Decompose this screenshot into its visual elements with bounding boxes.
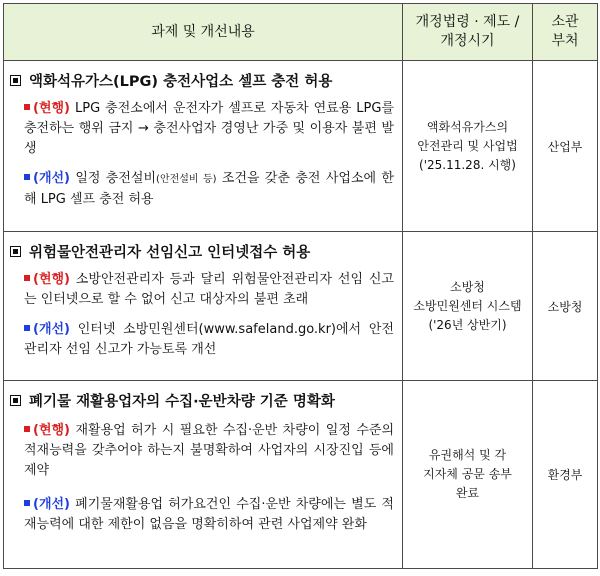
current-paragraph: (현행) 재활용업 허가 시 필요한 수집·운반 차량이 일정 수준의 적재능력을 갖추어야 하는지 불명확하여 사업자의 시장진입 등에 제약 (24, 423, 394, 478)
dept-cell: 환경부 (533, 381, 598, 569)
checkbox-square-icon (10, 75, 21, 86)
red-bullet-icon (24, 275, 30, 281)
task-cell (4, 232, 403, 381)
table-row (4, 61, 598, 232)
task-cell (4, 61, 403, 232)
task-cell (4, 381, 403, 569)
checkbox-square-icon (10, 395, 21, 406)
header-dept: 소관 부처 (533, 4, 598, 61)
improve-paragraph: (개선) 일정 충전설비(안전설비 등) 조건을 갖춘 충전 사업소에 한해 LPG 셀프 충전 허용 (24, 171, 394, 207)
blue-bullet-icon (24, 174, 30, 180)
improve-paragraph: (개선) 인터넷 소방민원센터(www.safeland.go.kr)에서 안전관리자 선임 신고가 가능토록 개선 (24, 322, 394, 357)
task-title: 액화석유가스(LPG) 충전사업소 셀프 충전 허용 (4, 61, 402, 89)
table-row (4, 232, 598, 381)
red-bullet-icon (24, 104, 30, 110)
law-cell: 유권해석 및 각 지자체 공문 송부 완료 (403, 381, 533, 569)
task-title: 폐기물 재활용업자의 수집·운반차량 기준 명확화 (4, 381, 402, 409)
dept-cell: 소방청 (533, 232, 598, 381)
header-law: 개정법령 · 제도 / 개정시기 (403, 4, 533, 61)
table-row (4, 381, 598, 569)
blue-bullet-icon (24, 325, 30, 331)
blue-bullet-icon (24, 500, 30, 506)
current-paragraph: (현행) LPG 충전소에서 운전자가 셀프로 자동차 연료용 LPG를 충전하는 행위 금지 → 충전사업자 경영난 가중 및 이용자 불편 발생 (24, 101, 394, 156)
law-cell: 액화석유가스의 안전관리 및 사업법 ('25.11.28. 시행) (403, 61, 533, 232)
reform-table (3, 3, 598, 569)
red-bullet-icon (24, 426, 30, 432)
checkbox-square-icon (10, 246, 21, 257)
improve-paragraph: (개선) 폐기물재활용업 허가요건인 수집·운반 차량에는 별도 적재능력에 대한 제한이 없음을 명확히하여 관련 사업제약 완화 (24, 497, 394, 532)
law-cell: 소방청 소방민원센터 시스템 ('26년 상반기) (403, 232, 533, 381)
header-row (4, 4, 598, 61)
dept-cell: 산업부 (533, 61, 598, 232)
header-task: 과제 및 개선내용 (4, 4, 403, 61)
current-paragraph: (현행) 소방안전관리자 등과 달리 위험물안전관리자 선임 신고는 인터넷으로 할 수 없어 신고 대상자의 불편 초래 (24, 272, 394, 307)
task-title: 위험물안전관리자 선임신고 인터넷접수 허용 (4, 232, 402, 260)
